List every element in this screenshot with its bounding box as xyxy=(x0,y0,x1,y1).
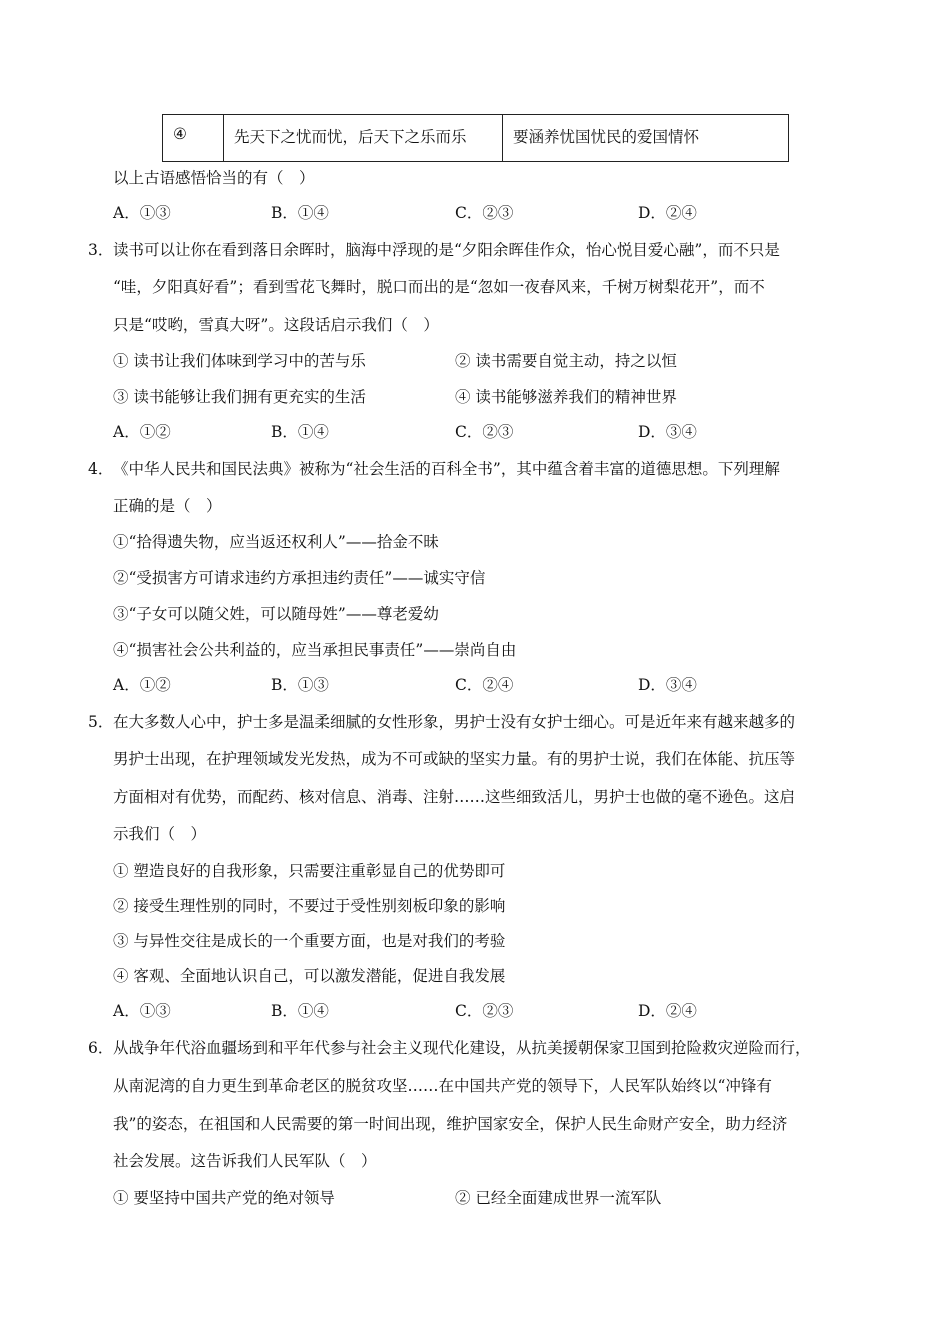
q5-line-1: 在大多数人心中，护士多是温柔细腻的女性形象，男护士没有女护士细心。可是近年来有越来越多的 xyxy=(113,713,796,731)
table-cell-number: ④ xyxy=(163,115,224,162)
q5-option-b[interactable]: B．①④ xyxy=(271,1002,329,1020)
q6-item-1: ① 要坚持中国共产党的绝对领导 xyxy=(113,1189,335,1207)
q3-line-3: 只是“哎哟，雪真大呀”。这段话启示我们（ ） xyxy=(113,316,439,334)
q6-line-3: 我”的姿态，在祖国和人民需要的第一时间出现，维护国家安全，保护人民生命财产安全，助力经济 xyxy=(113,1115,788,1133)
table-cell-quote: 先天下之忧而忧，后天下之乐而乐 xyxy=(224,115,503,162)
quote-table xyxy=(162,114,789,162)
table-row xyxy=(163,115,789,162)
q5-number: 5． xyxy=(88,713,114,731)
q5-item-2: ② 接受生理性别的同时，不要过于受性别刻板印象的影响 xyxy=(113,897,506,915)
q4-option-a[interactable]: A．①② xyxy=(113,676,171,694)
q4-line-2: 正确的是（ ） xyxy=(113,497,222,515)
q4-item-4: ④“损害社会公共利益的，应当承担民事责任”——崇尚自由 xyxy=(113,641,517,659)
q4-item-1: ①“拾得遗失物，应当返还权利人”——拾金不昧 xyxy=(113,533,439,551)
q3-item-2: ② 读书需要自觉主动，持之以恒 xyxy=(455,352,677,370)
q2-option-c[interactable]: C．②③ xyxy=(455,204,514,222)
q3-number: 3． xyxy=(88,241,114,259)
q5-line-4: 示我们（ ） xyxy=(113,825,207,843)
q4-option-b[interactable]: B．①③ xyxy=(271,676,329,694)
q3-option-c[interactable]: C．②③ xyxy=(455,423,514,441)
q5-option-d[interactable]: D．②④ xyxy=(638,1002,697,1020)
q3-line-1: 读书可以让你在看到落日余晖时，脑海中浮现的是“夕阳余晖佳作众，怡心悦目爱心融”，而不只是 xyxy=(113,241,780,259)
q3-option-d[interactable]: D．③④ xyxy=(638,423,697,441)
q5-item-1: ① 塑造良好的自我形象，只需要注重彰显自己的优势即可 xyxy=(113,862,506,880)
q3-option-a[interactable]: A．①② xyxy=(113,423,171,441)
q2-stem-end: 以上古语感悟恰当的有（ ） xyxy=(113,169,315,187)
q5-line-3: 方面相对有优势，而配药、核对信息、消毒、注射……这些细致活儿，男护士也做的毫不逊色。这启 xyxy=(113,788,796,806)
q5-item-3: ③ 与异性交往是成长的一个重要方面，也是对我们的考验 xyxy=(113,932,506,950)
q3-item-4: ④ 读书能够滋养我们的精神世界 xyxy=(455,388,677,406)
q4-item-2: ②“受损害方可请求违约方承担违约责任”——诚实守信 xyxy=(113,569,486,587)
q4-item-3: ③“子女可以随父姓，可以随母姓”——尊老爱幼 xyxy=(113,605,439,623)
q3-line-2: “哇，夕阳真好看”；看到雪花飞舞时，脱口而出的是“忽如一夜春风来，千树万树梨花开”，而不 xyxy=(113,278,765,296)
q6-line-1: 从战争年代浴血疆场到和平年代参与社会主义现代化建设，从抗美援朝保家卫国到抢险救灾逆险而行， xyxy=(113,1039,811,1057)
table-cell-insight: 要涵养忧国忧民的爱国情怀 xyxy=(503,115,789,162)
q6-line-4: 社会发展。这告诉我们人民军队（ ） xyxy=(113,1152,377,1170)
q4-option-d[interactable]: D．③④ xyxy=(638,676,697,694)
q2-option-a[interactable]: A．①③ xyxy=(113,204,171,222)
q4-line-1: 《中华人民共和国民法典》被称为“社会生活的百科全书”，其中蕴含着丰富的道德思想。下列理解 xyxy=(113,460,780,478)
q5-line-2: 男护士出现，在护理领域发光发热，成为不可或缺的坚实力量。有的男护士说，我们在体能、抗压等 xyxy=(113,750,796,768)
q5-item-4: ④ 客观、全面地认识自己，可以激发潜能，促进自我发展 xyxy=(113,967,506,985)
q5-option-c[interactable]: C．②③ xyxy=(455,1002,514,1020)
q3-item-3: ③ 读书能够让我们拥有更充实的生活 xyxy=(113,388,366,406)
q2-option-d[interactable]: D．②④ xyxy=(638,204,697,222)
q6-line-2: 从南泥湾的自力更生到革命老区的脱贫攻坚……在中国共产党的领导下，人民军队始终以“冲锋有 xyxy=(113,1077,772,1095)
q4-number: 4． xyxy=(88,460,114,478)
q4-option-c[interactable]: C．②④ xyxy=(455,676,514,694)
q6-number: 6． xyxy=(88,1039,114,1057)
q6-item-2: ② 已经全面建成世界一流军队 xyxy=(455,1189,662,1207)
q5-option-a[interactable]: A．①③ xyxy=(113,1002,171,1020)
q3-option-b[interactable]: B．①④ xyxy=(271,423,329,441)
q2-option-b[interactable]: B．①④ xyxy=(271,204,329,222)
q3-item-1: ① 读书让我们体味到学习中的苦与乐 xyxy=(113,352,366,370)
